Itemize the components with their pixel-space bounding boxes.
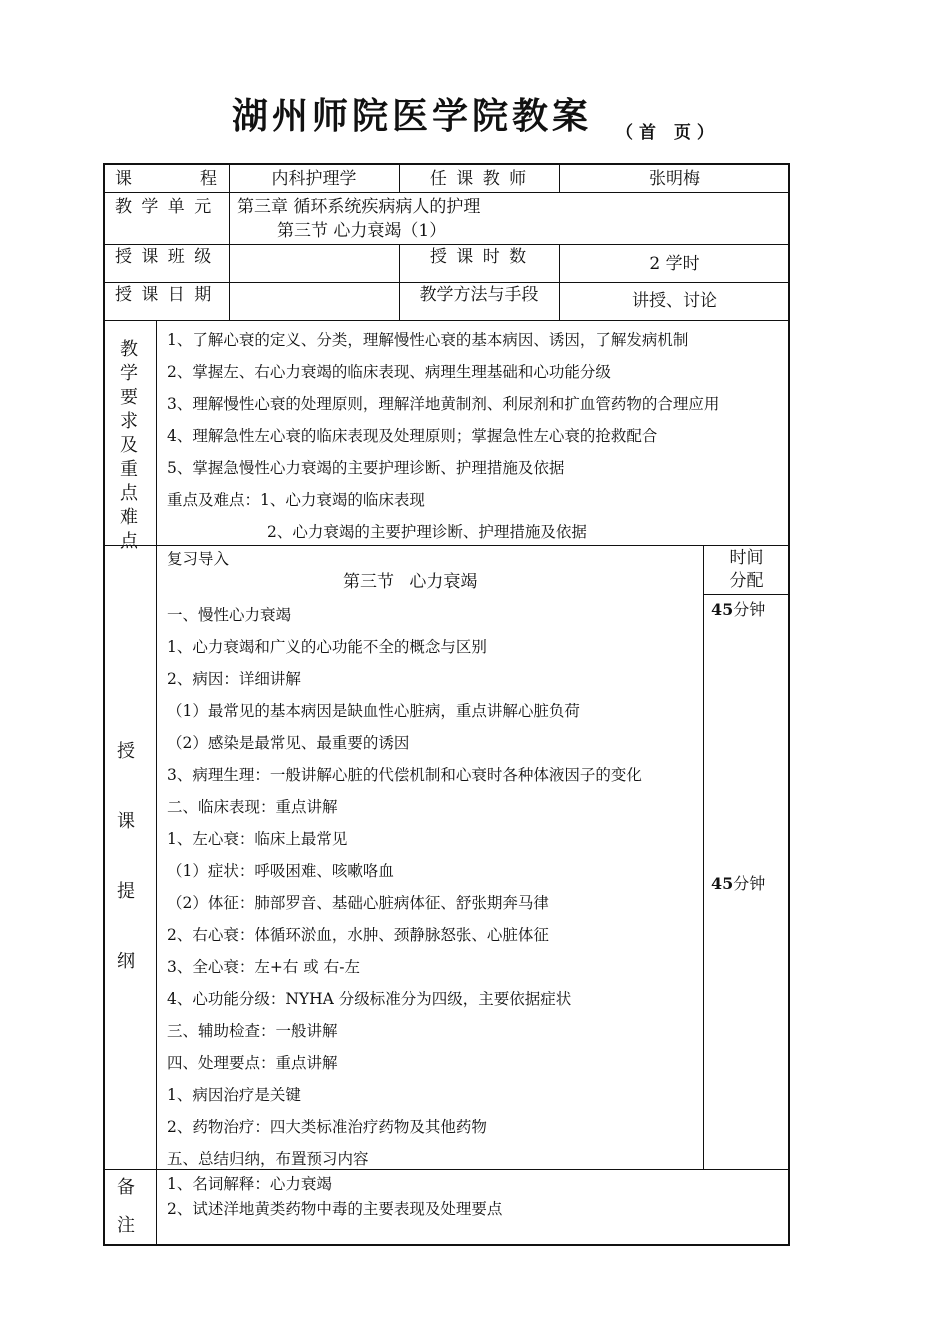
requirement-item: 2、掌握左、右心力衰竭的临床表现、病理生理基础和心功能分级 — [167, 363, 611, 381]
requirements-label: 教学要求及重点难点 — [120, 339, 138, 552]
outline-label-char: 纲 — [117, 951, 135, 972]
date-label: 授 课 日 期 — [115, 285, 214, 305]
course-value: 内科护理学 — [271, 169, 357, 189]
time-allocation-1 — [711, 599, 765, 621]
requirement-item: 4、理解急性左心衰的临床表现及处理原则；掌握急性左心衰的抢救配合 — [167, 427, 658, 445]
outline-line: 一、慢性心力衰竭 — [167, 606, 292, 624]
remarks-list — [167, 1172, 502, 1222]
time-allocation-1-unit: 分钟 — [733, 600, 766, 619]
outline-line: 三、辅助检查：一般讲解 — [167, 1022, 338, 1040]
outline-list — [167, 599, 642, 1175]
class-label: 授 课 班 级 — [115, 247, 214, 267]
hours-value: 2 学时 — [649, 254, 700, 274]
method-value: 讲授、讨论 — [632, 291, 717, 311]
outline-line: 3、病理生理：一般讲解心脏的代偿机制和心衰时各种体液因子的变化 — [167, 766, 642, 784]
outline-line: 二、临床表现：重点讲解 — [167, 798, 338, 816]
outline-line: （1）症状：呼吸困难、咳嗽咯血 — [167, 862, 394, 880]
remarks-label-line2: 注 — [117, 1215, 135, 1236]
teacher-label: 任 课 教 师 — [429, 169, 529, 189]
key-points-line: 重点及难点：1、心力衰竭的临床表现 — [167, 491, 425, 509]
time-allocation-2-value: 45 — [711, 874, 734, 893]
requirements-list — [167, 324, 719, 548]
row-divider — [105, 282, 788, 283]
outline-label-char: 课 — [117, 811, 135, 832]
outline-line: 2、药物治疗：四大类标准治疗药物及其他药物 — [167, 1118, 487, 1136]
row-divider — [105, 320, 788, 321]
document-title: 湖州师院医学院教案 — [232, 95, 593, 137]
time-header-divider — [703, 594, 788, 595]
unit-label: 教 学 单 元 — [115, 197, 214, 217]
requirement-item: 1、了解心衰的定义、分类，理解慢性心衰的基本病因、诱因，了解发病机制 — [167, 331, 689, 349]
key-points-line: 2、心力衰竭的主要护理诊断、护理措施及依据 — [267, 523, 587, 541]
requirement-item: 5、掌握急慢性心力衰竭的主要护理诊断、护理措施及依据 — [167, 459, 565, 477]
remarks-label-line1: 备 — [117, 1177, 135, 1198]
course-label: 课 程 — [115, 169, 219, 189]
outline-line: （2）体征：肺部罗音、基础心脏病体征、舒张期奔马律 — [167, 894, 549, 912]
time-allocation-2 — [711, 873, 765, 895]
time-allocation-1-value: 45 — [711, 600, 734, 619]
remark-item: 1、名词解释：心力衰竭 — [167, 1175, 332, 1193]
outline-line: 四、处理要点：重点讲解 — [167, 1054, 338, 1072]
outline-line: （2）感染是最常见、最重要的诱因 — [167, 734, 410, 752]
outline-line: 五、总结归纳，布置预习内容 — [167, 1150, 369, 1168]
section-title: 第三节 心力衰竭 — [343, 572, 478, 592]
time-header-line2: 分配 — [729, 571, 764, 591]
row-divider — [105, 244, 788, 245]
remark-item: 2、试述洋地黄类药物中毒的主要表现及处理要点 — [167, 1200, 503, 1218]
outline-line: 2、右心衰：体循环淤血，水肿、颈静脉怒张、心脏体征 — [167, 926, 549, 944]
document-subtitle: （首 页） — [616, 123, 720, 143]
requirement-item: 3、理解慢性心衰的处理原则，理解洋地黄制剂、利尿剂和扩血管药物的合理应用 — [167, 395, 720, 413]
time-header-line1: 时间 — [729, 548, 764, 568]
outline-line: 3、全心衰：左+右 或 右-左 — [167, 958, 360, 976]
outline-line: 4、心功能分级：NYHA 分级标准分为四级，主要依据症状 — [167, 990, 572, 1008]
outline-line: 2、病因：详细讲解 — [167, 670, 301, 688]
unit-line1: 第三章 循环系统疾病病人的护理 — [237, 197, 481, 217]
outline-line: 1、左心衰：临床上最常见 — [167, 830, 348, 848]
outline-line: 1、病因治疗是关键 — [167, 1086, 301, 1104]
row-divider — [105, 192, 788, 193]
outline-line: 1、心力衰竭和广义的心功能不全的概念与区别 — [167, 638, 487, 656]
unit-line2: 第三节 心力衰竭（1） — [277, 221, 447, 241]
teacher-value: 张明梅 — [649, 169, 700, 189]
hours-label: 授 课 时 数 — [429, 247, 529, 267]
method-label: 教学方法与手段 — [419, 285, 539, 305]
outline-label-char: 提 — [117, 881, 135, 902]
time-allocation-2-unit: 分钟 — [733, 874, 766, 893]
review-intro: 复习导入 — [167, 550, 230, 568]
time-col-divider — [703, 545, 704, 1169]
lesson-plan-table — [103, 163, 790, 1246]
col-divider — [156, 320, 157, 1246]
outline-line: （1）最常见的基本病因是缺血性心脏病，重点讲解心脏负荷 — [167, 702, 580, 720]
outline-label-char: 授 — [117, 741, 135, 762]
